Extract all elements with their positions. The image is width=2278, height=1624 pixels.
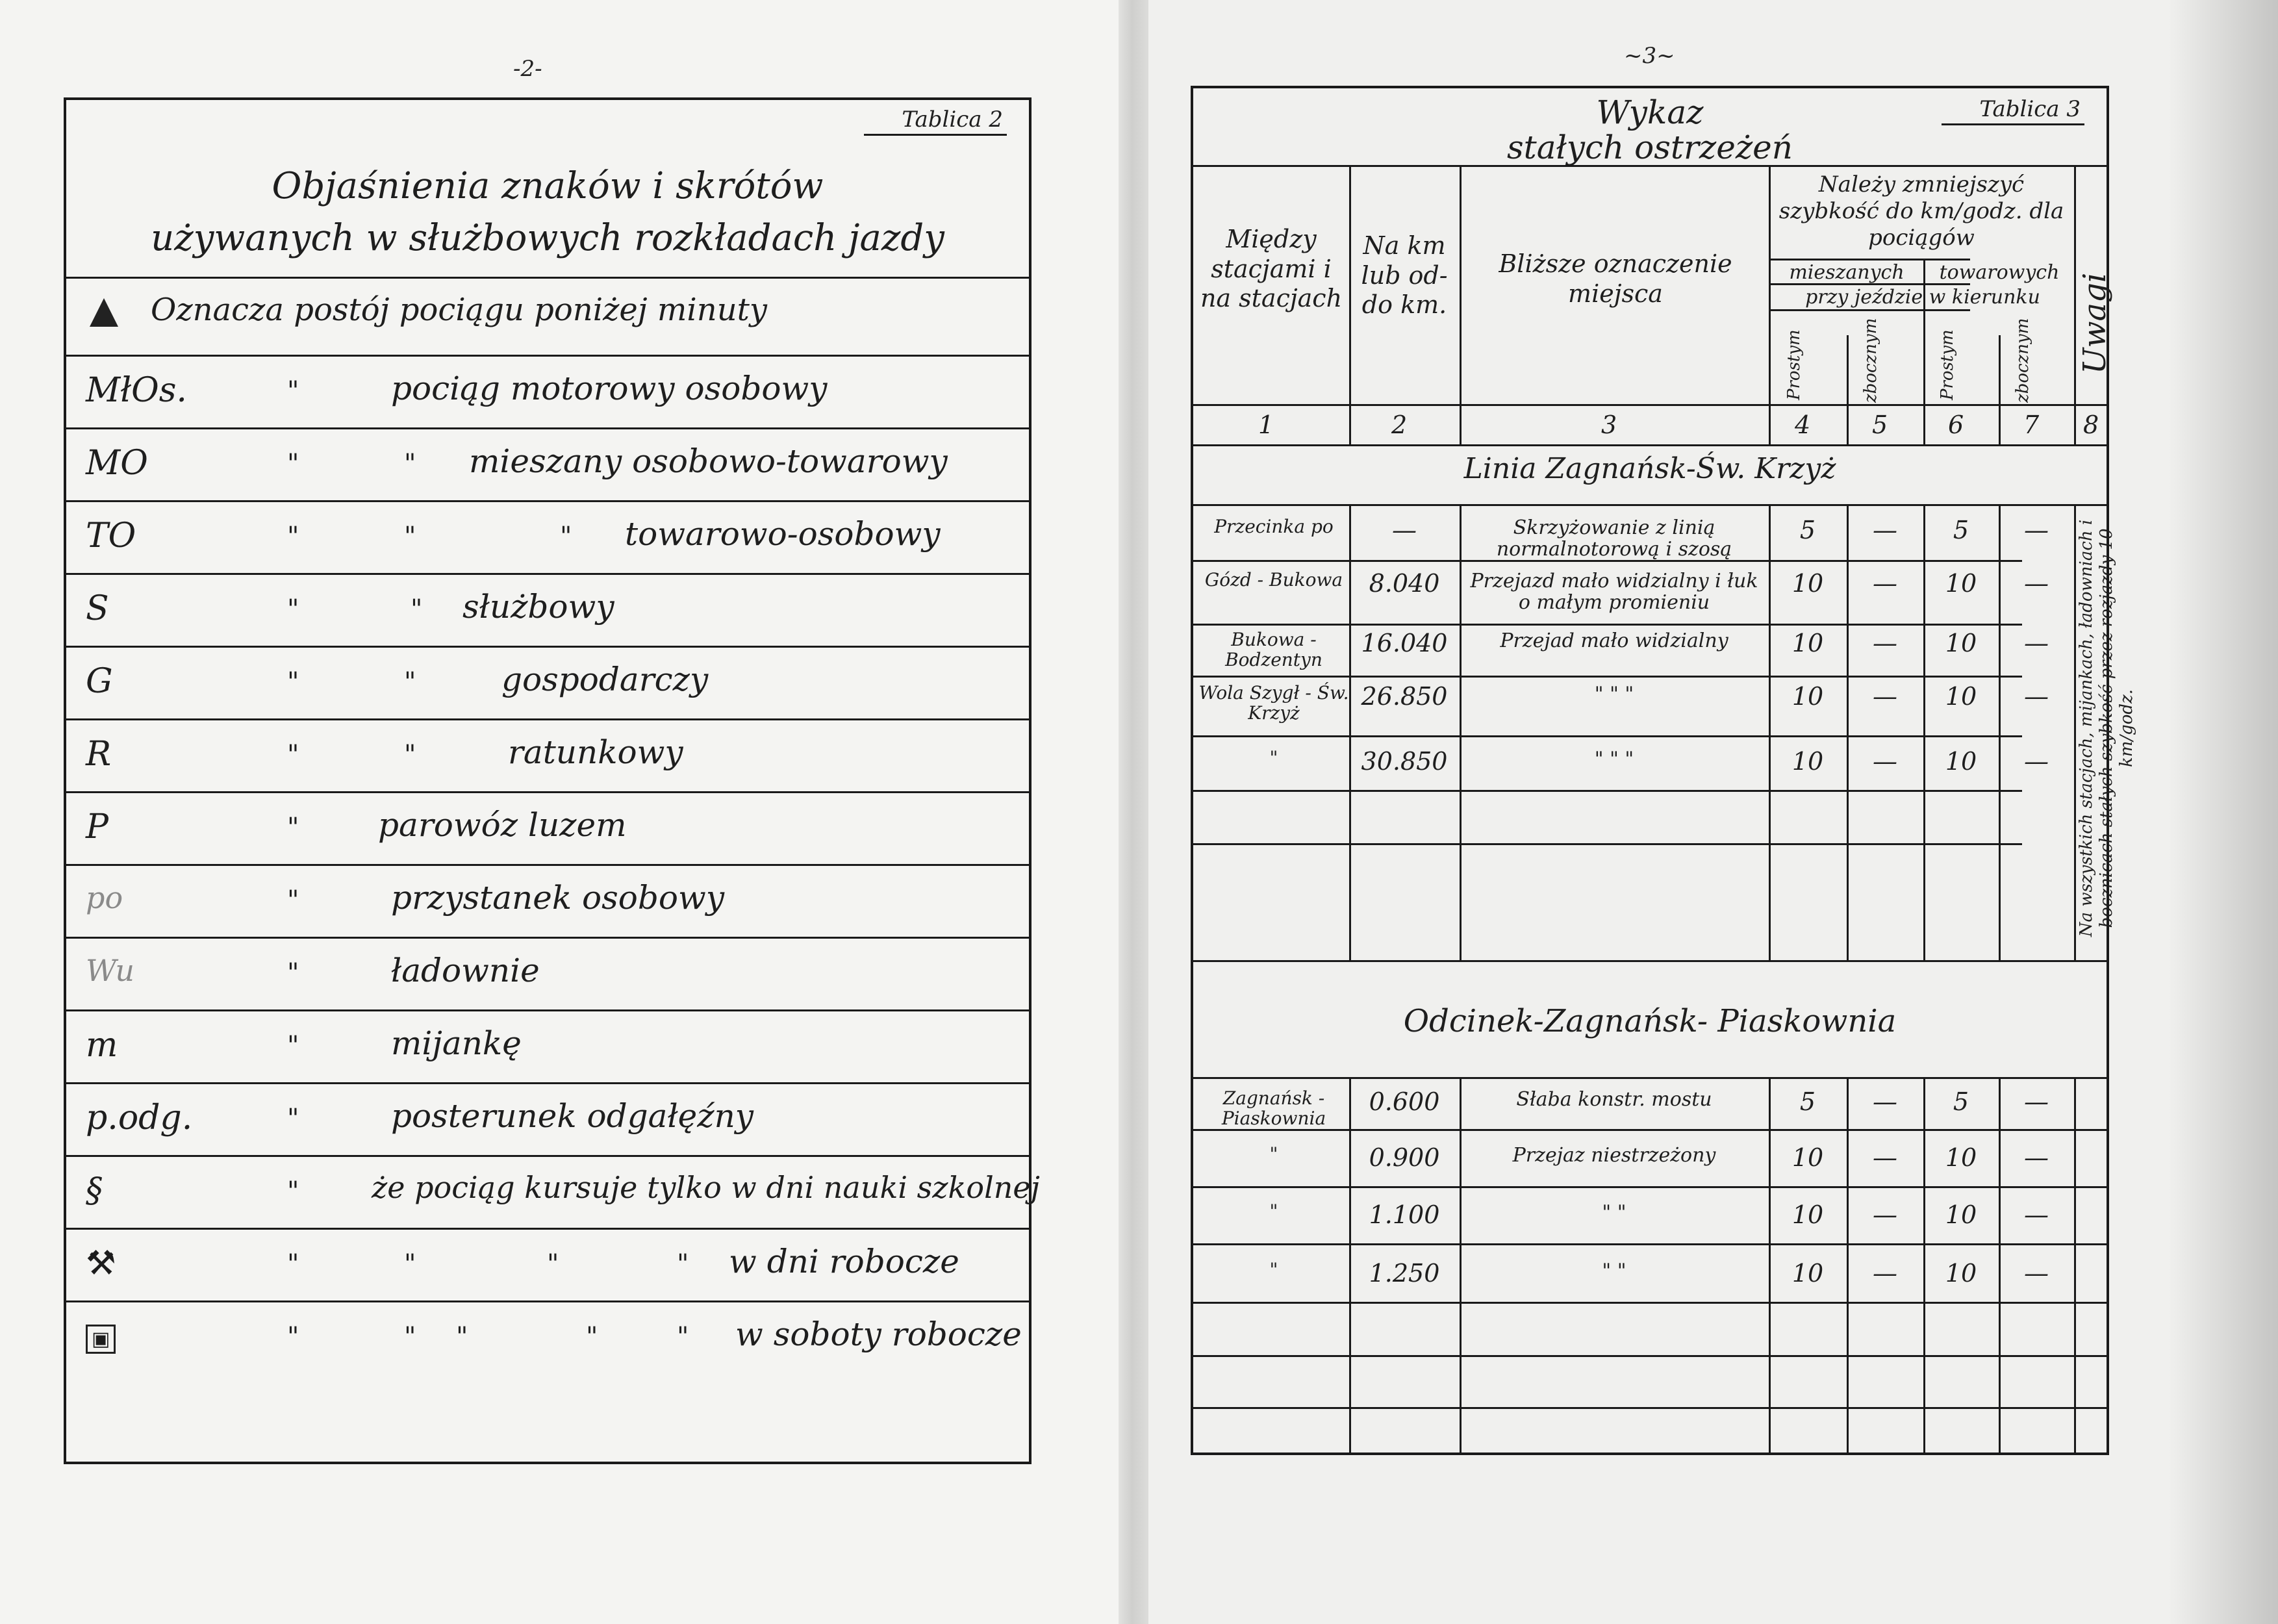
- legend-row: [66, 937, 1029, 1009]
- legend-symbol: Wu: [86, 953, 135, 988]
- speed-sub-line: [1769, 259, 1970, 260]
- cell-station: ": [1269, 747, 1278, 768]
- cell-c4: 10: [1791, 629, 1824, 657]
- legend-description: posterunek odgałęźny: [391, 1097, 754, 1135]
- cell-c4: 10: [1791, 1143, 1824, 1172]
- legend-symbol: MO: [86, 444, 148, 483]
- cell-c7: —: [2024, 682, 2049, 711]
- cell-c4: 10: [1791, 747, 1824, 776]
- legend-symbol: R: [86, 735, 112, 774]
- cell-c5: —: [1873, 1200, 1897, 1229]
- row-line: [1193, 1186, 2107, 1188]
- ditto-mark: ": [287, 667, 299, 697]
- header-km: Na km lub od-do km.: [1361, 231, 1448, 320]
- table-tag: Tablica 2: [902, 107, 1003, 133]
- legend-description: ratunkowy: [508, 733, 683, 771]
- cell-place: Przejaz niestrzeżony: [1512, 1144, 1716, 1167]
- header-prostym-1: Prostym: [1784, 329, 1804, 400]
- legend-description: mieszany osobowo-towarowy: [469, 442, 948, 480]
- ditto-mark: ": [287, 1031, 299, 1061]
- cell-c6: 10: [1945, 569, 1977, 598]
- legend-row: [66, 1228, 1029, 1300]
- legend-description: parowóz luzem: [378, 806, 627, 844]
- legend-symbol: m: [86, 1026, 118, 1065]
- cell-place: Przejazd mało widzialny i łuk o małym promieniu: [1470, 570, 1758, 614]
- cell-c6: 10: [1945, 1200, 1977, 1229]
- col-line: [1999, 504, 2001, 960]
- header-prostym-2: Prostym: [1938, 329, 1957, 400]
- cell-c6: 10: [1945, 1143, 1977, 1172]
- header-zbocznym-2: zbocznym: [2013, 318, 2032, 403]
- ditto-mark: ": [560, 522, 572, 552]
- col-line: [1847, 1077, 1849, 1454]
- legend-description: ładownie: [391, 952, 540, 989]
- cell-c4: 10: [1791, 569, 1824, 598]
- cell-c7: —: [2024, 569, 2049, 598]
- row-line: [1193, 1129, 2107, 1131]
- cell-km: 26.850: [1361, 682, 1448, 711]
- column-number: 7: [2023, 411, 2040, 439]
- cell-km: 1.250: [1369, 1259, 1440, 1288]
- col-line: [1460, 1077, 1462, 1454]
- cell-c7: —: [2024, 1143, 2049, 1172]
- cell-c4: 5: [1799, 516, 1816, 544]
- legend-row: [66, 1082, 1029, 1155]
- column-number: 5: [1872, 411, 1888, 439]
- cell-c5: —: [1873, 569, 1897, 598]
- col-line: [1769, 165, 1771, 444]
- legend-row: [66, 1155, 1040, 1228]
- cell-c4: 10: [1791, 682, 1824, 711]
- legend-row: [66, 1300, 1029, 1373]
- legend-row: [66, 500, 1029, 573]
- legend-row: [66, 718, 1029, 791]
- legend-row: [66, 791, 1029, 864]
- legend-description: że pociąg kursuje tylko w dni nauki szkolnej: [372, 1170, 1040, 1205]
- header-direction: przy jeździe w kierunku: [1805, 286, 2040, 309]
- header-top-line: [1193, 165, 2107, 167]
- calendar-box-icon: ▣: [86, 1325, 116, 1354]
- legend-description: przystanek osobowy: [391, 879, 725, 917]
- cell-c5: —: [1873, 1143, 1897, 1172]
- column-number: 6: [1948, 411, 1964, 439]
- header-place: Bliższe oznaczenie miejsca: [1499, 249, 1732, 308]
- cell-km: 0.600: [1369, 1087, 1440, 1116]
- direction-bottom-line: [1769, 309, 1970, 311]
- header-zbocznym-1: zbocznym: [1861, 318, 1880, 403]
- legend-description: Oznacza postój pociągu poniżej minuty: [151, 292, 768, 328]
- row-line: [1193, 1243, 2107, 1245]
- cell-c6: 5: [1953, 1087, 1969, 1116]
- tag-underline: [864, 134, 1007, 136]
- ditto-mark: ": [404, 667, 416, 697]
- col-line: [1769, 504, 1771, 960]
- cell-c7: —: [2024, 1200, 2049, 1229]
- cell-place: Słaba konstr. mostu: [1516, 1088, 1712, 1111]
- hammer-pick-icon: ⚒: [86, 1244, 116, 1283]
- cell-c6: 10: [1945, 1259, 1977, 1288]
- legend-description: w dni robocze: [729, 1243, 959, 1280]
- cell-c5: —: [1873, 1259, 1897, 1288]
- table-2: [64, 97, 1040, 1464]
- cell-c5: —: [1873, 1087, 1897, 1116]
- section1-rows-top: [1193, 504, 2107, 506]
- section1-title: Linia Zagnańsk-Św. Krzyż: [1463, 452, 1836, 485]
- ditto-mark: ": [287, 594, 299, 624]
- ditto-mark: ": [287, 1176, 299, 1206]
- cell-station: ": [1269, 1200, 1278, 1222]
- cell-station: Bukowa - Bodzentyn: [1225, 629, 1323, 670]
- cell-c6: 5: [1953, 516, 1969, 544]
- ditto-mark: ": [287, 449, 299, 479]
- cell-km: 0.900: [1369, 1143, 1440, 1172]
- ditto-mark: ": [404, 522, 416, 552]
- legend-description: gospodarczy: [501, 661, 709, 698]
- col-numbers-top: [1193, 404, 2107, 406]
- col-line: [1999, 1077, 2001, 1454]
- ditto-mark: ": [404, 740, 416, 770]
- ditto-mark: ": [677, 1249, 689, 1279]
- ditto-mark: ": [456, 1322, 468, 1352]
- legend-symbol: TO: [86, 516, 136, 555]
- cell-km: 30.850: [1361, 747, 1448, 776]
- legend-row: [66, 646, 1029, 718]
- header-freight: towarowych: [1939, 261, 2060, 284]
- page-number-left: -2-: [513, 56, 542, 82]
- section1-top: [1193, 444, 2107, 446]
- ditto-mark: ": [287, 740, 299, 770]
- ditto-mark: ": [411, 594, 423, 624]
- header-uwagi: Uwagi: [2077, 272, 2113, 374]
- legend-row: [66, 573, 1029, 646]
- ditto-mark: ": [287, 522, 299, 552]
- table-3: [1191, 86, 2137, 1455]
- legend-row: [66, 277, 1029, 355]
- legend-row: [66, 1009, 1029, 1082]
- cell-c4: 10: [1791, 1259, 1824, 1288]
- legend-row: [66, 864, 1029, 937]
- col-line: [2074, 504, 2076, 960]
- cell-place: " ": [1602, 1260, 1626, 1282]
- legend-symbol: p.odg.: [86, 1098, 193, 1137]
- row-line: [1193, 676, 2022, 678]
- ditto-mark: ": [404, 1249, 416, 1279]
- tag-underline: [1942, 123, 2084, 125]
- row-line: [1193, 790, 2022, 792]
- page-shadow: [2168, 0, 2278, 1624]
- table-tag: Tablica 3: [1979, 96, 2081, 122]
- column-number: 2: [1391, 411, 1408, 439]
- book-gutter: [1119, 0, 1148, 1624]
- cell-c4: 5: [1799, 1087, 1816, 1116]
- cell-c4: 10: [1791, 1200, 1824, 1229]
- cell-c7: —: [2024, 629, 2049, 657]
- legend-description: towarowo-osobowy: [625, 515, 941, 553]
- legend-description: pociąg motorowy osobowy: [391, 370, 828, 407]
- ditto-mark: ": [287, 1104, 299, 1134]
- cell-c5: —: [1873, 629, 1897, 657]
- cell-c7: —: [2024, 516, 2049, 544]
- cell-station: Wola Szygł - Św. Krzyż: [1198, 682, 1349, 724]
- column-number: 8: [2083, 411, 2099, 439]
- remark: Na wszystkich stacjach, mijankach, ładowniach i bocznicach stałych szybkość przez rozjazdy 10 km/godz.: [2077, 519, 2137, 937]
- cell-km: 16.040: [1361, 629, 1448, 657]
- section2-title: Odcinek-Zagnańsk- Piaskownia: [1403, 1003, 1897, 1039]
- row-line: [1193, 735, 2022, 737]
- cell-station: ": [1269, 1143, 1278, 1165]
- ditto-mark: ": [287, 1322, 299, 1352]
- cell-c6: 10: [1945, 682, 1977, 711]
- cell-place: " " ": [1594, 683, 1634, 705]
- cell-place: " " ": [1594, 748, 1634, 770]
- table-title-line1: Objaśnienia znaków i skrótów: [272, 165, 824, 207]
- cell-place: " ": [1602, 1201, 1626, 1224]
- header-stations: Między stacjami i na stacjach: [1200, 225, 1343, 313]
- ditto-mark: ": [404, 1322, 416, 1352]
- row-line: [1193, 1302, 2107, 1304]
- cell-c5: —: [1873, 516, 1897, 544]
- ditto-mark: ": [287, 885, 299, 915]
- cell-c7: —: [2024, 1087, 2049, 1116]
- ditto-mark: ": [677, 1322, 689, 1352]
- row-line: [1193, 843, 2022, 845]
- row-line: [1193, 1355, 2107, 1357]
- ditto-mark: ": [287, 958, 299, 988]
- column-number: 4: [1795, 411, 1811, 439]
- cell-station: Przecinka po: [1214, 516, 1334, 537]
- col-line: [1847, 504, 1849, 960]
- header-speed-group: Należy zmniejszyć szybkość do km/godz. dla pociągów: [1778, 171, 2064, 251]
- legend-row: [66, 355, 1029, 427]
- column-number: 3: [1601, 411, 1617, 439]
- legend-symbol: po: [86, 880, 123, 915]
- cell-station: Zagnańsk - Piaskownia: [1221, 1087, 1326, 1129]
- cell-c6: 10: [1945, 629, 1977, 657]
- ditto-mark: ": [404, 449, 416, 479]
- cell-c5: —: [1873, 682, 1897, 711]
- col-line: [1349, 165, 1351, 444]
- section2-top: [1193, 960, 2107, 962]
- cell-km: 8.040: [1369, 569, 1440, 598]
- column-number: 1: [1258, 411, 1274, 439]
- cell-c6: 10: [1945, 747, 1977, 776]
- triangle-icon: [90, 298, 118, 327]
- legend-symbol: S: [86, 589, 109, 628]
- legend-description: w soboty robocze: [735, 1315, 1022, 1353]
- cell-station: Gózd - Bukowa: [1204, 569, 1343, 590]
- col-line: [1460, 504, 1462, 960]
- cell-c5: —: [1873, 747, 1897, 776]
- ditto-mark: ": [586, 1322, 598, 1352]
- cell-station: ": [1269, 1259, 1278, 1280]
- col-line: [1923, 1077, 1925, 1454]
- legend-symbol: G: [86, 662, 113, 701]
- section2-rows-top: [1193, 1077, 2107, 1079]
- col-line: [1923, 504, 1925, 960]
- cell-c7: —: [2024, 1259, 2049, 1288]
- col-line: [1847, 335, 1849, 444]
- legend-row: [66, 427, 1029, 500]
- col-line: [1460, 165, 1462, 444]
- table-title-line2: stałych ostrzeżeń: [1507, 129, 1793, 166]
- row-line: [1193, 1407, 2107, 1409]
- legend-symbol: P: [86, 807, 108, 846]
- legend-description: służbowy: [462, 588, 614, 626]
- table-title-line2: używanych w służbowych rozkładach jazdy: [151, 217, 944, 259]
- cell-c7: —: [2024, 747, 2049, 776]
- legend-symbol: §: [86, 1171, 103, 1210]
- cell-km: 1.100: [1369, 1200, 1440, 1229]
- row-line: [1193, 624, 2022, 626]
- col-line: [2074, 165, 2076, 444]
- legend-description: mijankę: [391, 1024, 522, 1062]
- col-line: [2074, 1077, 2076, 1454]
- legend-symbol: MłOs.: [86, 371, 187, 410]
- cell-km: —: [1392, 516, 1417, 544]
- page-number-right: ~3~: [1624, 43, 1675, 69]
- legend-rows: [66, 277, 1040, 1462]
- cell-place: Przejad mało widzialny: [1500, 629, 1728, 652]
- header-mixed: mieszanych: [1789, 261, 1905, 284]
- col-line: [1999, 335, 2001, 444]
- col-line: [1769, 1077, 1771, 1454]
- ditto-mark: ": [287, 1249, 299, 1279]
- ditto-mark: ": [287, 813, 299, 843]
- ditto-mark: ": [287, 376, 299, 406]
- ditto-mark: ": [547, 1249, 559, 1279]
- table-title-line1: Wykaz: [1596, 94, 1704, 131]
- cell-place: Skrzyżowanie z linią normalnotorową i szosą: [1496, 516, 1732, 561]
